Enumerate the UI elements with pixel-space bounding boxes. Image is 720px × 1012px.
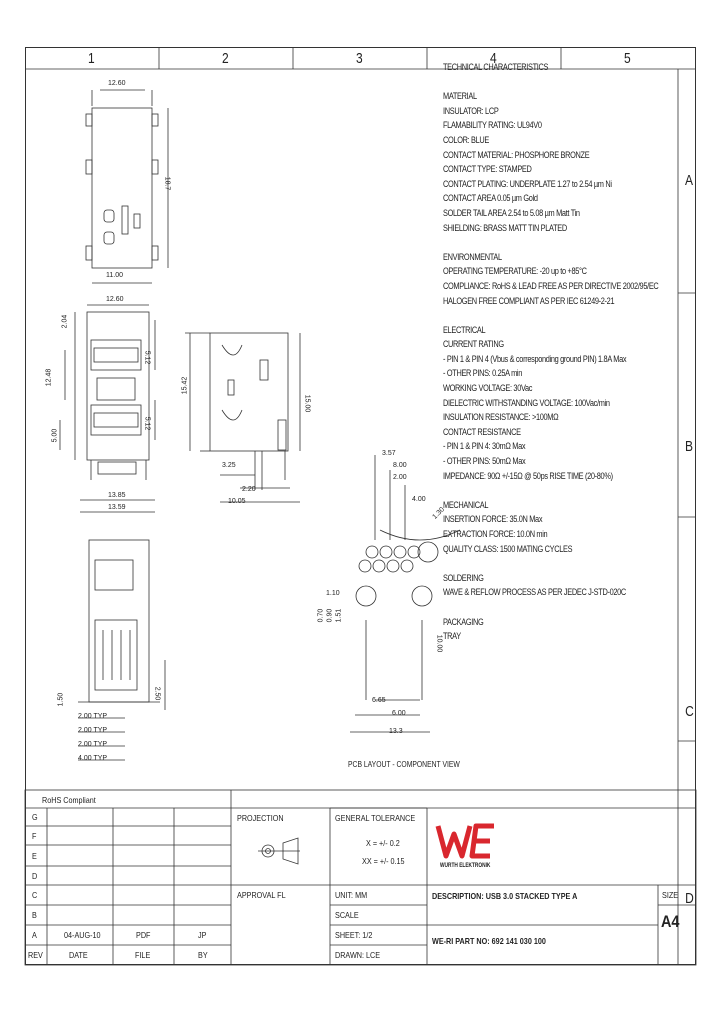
rev-letter-g: G — [32, 812, 38, 822]
rev-letter-e: E — [32, 851, 37, 861]
by-header: BY — [198, 950, 208, 960]
tech-line: CONTACT PLATING: UNDERPLATE 1.27 to 2.54 µm Ni — [443, 178, 612, 189]
grid-row-c: C — [685, 703, 694, 720]
tech-line — [443, 235, 658, 250]
tech-line: INSERTION FORCE: 35.0N Max — [443, 514, 543, 525]
tech-line: - PIN 1 & PIN 4: 30mΩ Max — [443, 441, 526, 452]
dim-pcb-d1: 3.57 — [382, 450, 396, 457]
dim-bottom-p2: 2.00 TYP — [78, 727, 108, 734]
tech-line: - OTHER PINS: 0.25A min — [443, 368, 523, 379]
tech-line: QUALITY CLASS: 1500 MATING CYCLES — [443, 543, 573, 554]
tech-line — [443, 483, 658, 498]
we-logo-icon — [434, 818, 500, 864]
tech-line: SHIELDING: BRASS MATT TIN PLATED — [443, 222, 567, 233]
description: DESCRIPTION: USB 3.0 STACKED TYPE A — [432, 891, 578, 901]
tech-line: CONTACT AREA 0.05 µm Gold — [443, 193, 538, 204]
dim-pcb-d11: 0.70 — [317, 608, 325, 623]
dim-pcb-d6: 6.65 — [372, 697, 386, 704]
dim-side-height: 15.42 — [181, 376, 189, 395]
dim-front-v2: 5.12 — [143, 350, 151, 365]
wurth-logo — [434, 818, 500, 874]
tolerance-label: GENERAL TOLERANCE — [335, 813, 416, 823]
logo-text: WÜRTH ELEKTRONIK — [440, 863, 491, 869]
dim-bottom-p3: 2.00 TYP — [78, 741, 108, 748]
tech-line: CURRENT RATING — [443, 339, 504, 350]
dim-side-b3: 10.05 — [228, 498, 246, 505]
tech-line: INSULATOR: LCP — [443, 105, 499, 116]
dim-pcb-d12: 0.90 — [326, 608, 334, 623]
tech-line: CONTACT RESISTANCE — [443, 426, 521, 437]
tech-line: PACKAGING — [443, 616, 484, 627]
dim-pcb-ht: 1.30 — [431, 506, 447, 521]
dim-front-width: 12.60 — [106, 296, 124, 303]
approval-label: APPROVAL FL — [237, 890, 286, 900]
tech-line: CONTACT MATERIAL: PHOSPHORE BRONZE — [443, 149, 590, 160]
tech-line: IMPEDANCE: 90Ω +/-15Ω @ 50ps RISE TIME (20-80%) — [443, 470, 613, 481]
dim-side-b1: 3.25 — [222, 462, 236, 469]
scale-label: SCALE — [335, 910, 359, 920]
tech-line: FLAMABILITY RATING: UL94V0 — [443, 120, 542, 131]
tech-line: COLOR: BLUE — [443, 134, 490, 145]
file-header: FILE — [135, 950, 151, 960]
rev-header: REV — [28, 950, 43, 960]
grid-col-2: 2 — [222, 50, 229, 67]
dim-pcb-d5: 13.3 — [389, 728, 403, 735]
dim-pcb-d2: 8.00 — [393, 462, 407, 469]
grid-col-4: 4 — [490, 50, 497, 67]
tech-line: DIELECTRIC WITHSTANDING VOLTAGE: 100Vac/min — [443, 397, 610, 408]
tech-line: TRAY — [443, 631, 461, 642]
rev-letter-f: F — [32, 831, 37, 841]
dim-pcb-d7: 6.00 — [392, 710, 406, 717]
tech-line: MATERIAL — [443, 91, 477, 102]
tech-line — [443, 75, 658, 90]
tech-line: ENVIRONMENTAL — [443, 251, 502, 262]
rev-a-by: JP — [198, 930, 207, 940]
grid-col-3: 3 — [356, 50, 363, 67]
tolerance-x: X = +/- 0.2 — [366, 838, 400, 848]
grid-row-a: A — [685, 172, 694, 189]
projection-label: PROJECTION — [237, 813, 284, 823]
dim-front-left2: 5.00 — [51, 428, 59, 443]
dim-bottom-p1: 2.00 TYP — [78, 713, 108, 720]
unit-label: UNIT: MM — [335, 890, 368, 900]
dim-pcb-d8: 10.00 — [435, 634, 443, 653]
dim-front-bottom2: 13.59 — [108, 504, 126, 511]
dim-pcb-d3: 2.00 — [393, 474, 407, 481]
dim-bottom-v1: 1.50 — [57, 692, 65, 707]
rev-letter-d: D — [32, 871, 38, 881]
tech-line: OPERATING TEMPERATURE: -20 up to +85°C — [443, 266, 587, 277]
tech-line: MECHANICAL — [443, 499, 489, 510]
tech-line: HALOGEN FREE COMPLIANT AS PER IEC 61249-2-21 — [443, 295, 615, 306]
tech-line: COMPLIANCE: RoHS & LEAD FREE AS PER DIRECTIVE 2002/95/EC — [443, 280, 659, 291]
dim-front-v1: 2.04 — [61, 314, 69, 329]
tech-line: - OTHER PINS: 50mΩ Max — [443, 456, 526, 467]
dim-top-width: 12.60 — [108, 80, 126, 87]
rev-a-file: PDF — [136, 930, 151, 940]
tech-line: TECHNICAL CHARACTERISTICS — [443, 62, 549, 72]
rev-a-date: 04-AUG-10 — [64, 930, 101, 940]
grid-col-1: 1 — [88, 50, 95, 67]
rev-letter-c: C — [32, 890, 38, 900]
sheet-label: SHEET: 1/2 — [335, 930, 373, 940]
dim-front-bottom1: 13.85 — [108, 492, 126, 499]
tech-line: SOLDERING — [443, 572, 484, 583]
size-value: A4 — [661, 912, 680, 931]
drawn-label: DRAWN: LCE — [335, 950, 381, 960]
tolerance-xx: XX = +/- 0.15 — [362, 856, 405, 866]
dim-pcb-d4: 4.00 — [412, 496, 426, 503]
technical-characteristics — [443, 60, 658, 644]
dim-bottom-v2: 2.50 — [153, 686, 161, 701]
grid-row-b: B — [685, 438, 694, 455]
tech-line: ELECTRICAL — [443, 324, 486, 335]
tech-line — [443, 308, 658, 323]
dim-front-left1: 12.48 — [45, 368, 53, 387]
tech-line: CONTACT TYPE: STAMPED — [443, 164, 532, 175]
pcb-caption: PCB LAYOUT - COMPONENT VIEW — [348, 760, 460, 769]
rohs-label: RoHS Compliant — [42, 795, 96, 805]
rev-letter-b: B — [32, 910, 37, 920]
tech-line: WORKING VOLTAGE: 30Vac — [443, 383, 533, 394]
grid-col-5: 5 — [624, 50, 631, 67]
rev-letter-a: A — [32, 930, 37, 940]
part-number: WE-RI PART NO: 692 141 030 100 — [432, 936, 546, 946]
dim-top-length: 18.7 — [163, 176, 171, 191]
dim-front-v3: 5.12 — [143, 416, 151, 431]
dim-side-b2: 2.20 — [242, 486, 256, 493]
tech-line: SOLDER TAIL AREA 2.54 to 5.08 µm Matt Tin — [443, 207, 580, 218]
tech-line: EXTRACTION FORCE: 10.0N min — [443, 529, 548, 539]
tech-line — [443, 600, 658, 615]
tech-line: INSULATION RESISTANCE: >100MΩ — [443, 412, 559, 423]
tech-line: WAVE & REFLOW PROCESS AS PER JEDEC J-STD-020C — [443, 587, 626, 598]
tech-line — [443, 556, 658, 571]
dim-pcb-sz: 1.10 — [326, 590, 340, 597]
grid-row-d: D — [685, 890, 694, 907]
dim-bottom-p4: 4.00 TYP — [78, 755, 108, 762]
dim-pcb-d13: 1.51 — [335, 608, 343, 623]
size-label: SIZE — [662, 890, 679, 900]
tech-line: - PIN 1 & PIN 4 (Vbus & corresponding ground PIN) 1.8A Max — [443, 353, 627, 364]
dim-side-right: 15.00 — [303, 394, 311, 413]
date-header: DATE — [69, 950, 88, 960]
dim-top-bottom: 11.00 — [106, 272, 123, 279]
